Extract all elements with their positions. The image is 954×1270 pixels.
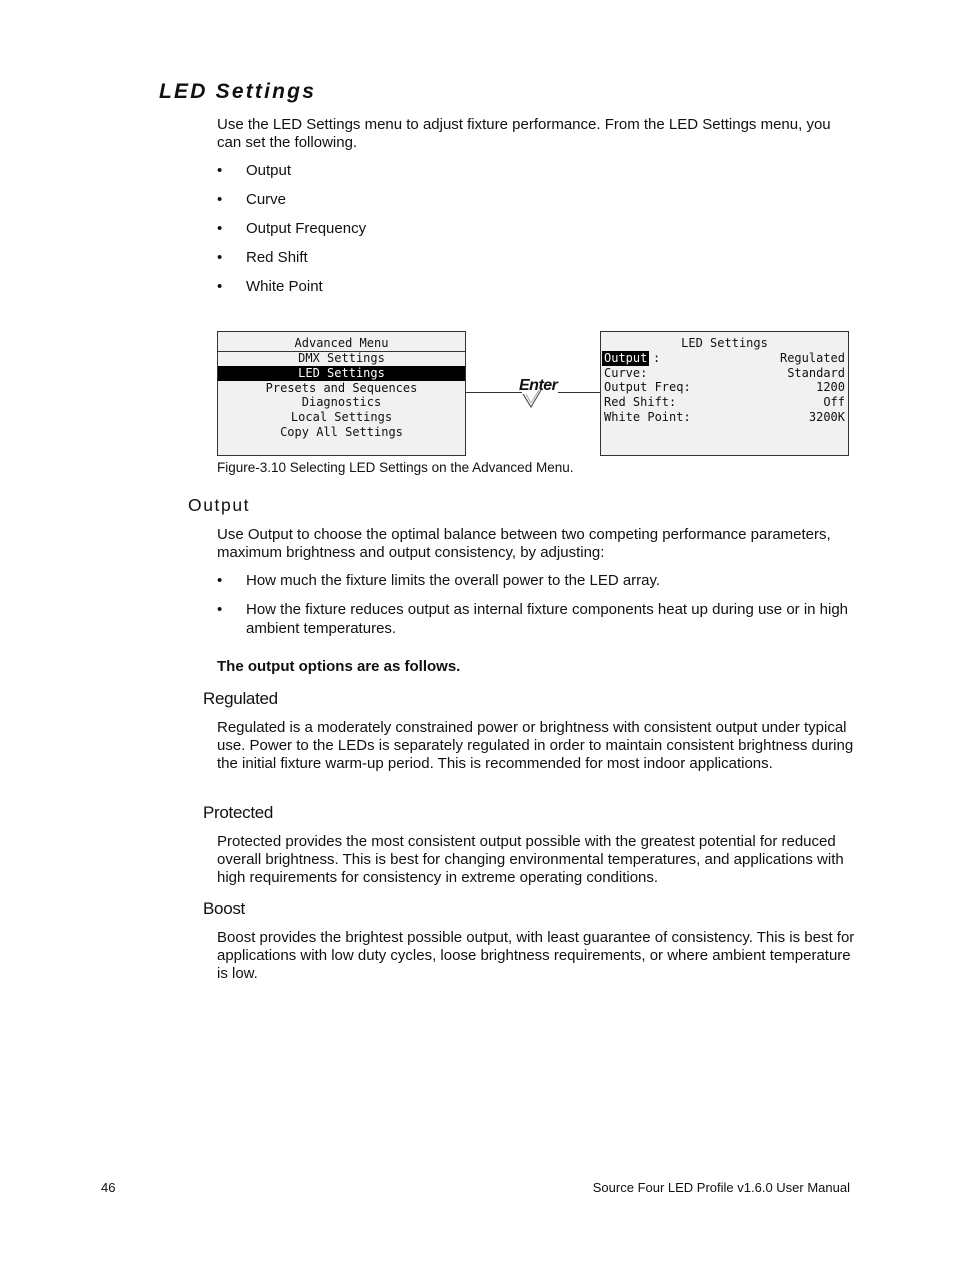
menu-item: Local Settings	[290, 410, 393, 424]
subheading-regulated: Regulated	[203, 689, 278, 708]
subheading-boost: Boost	[203, 899, 245, 918]
checkmark-icon	[521, 388, 543, 410]
menu-item: Diagnostics	[301, 395, 382, 409]
led-settings-display	[600, 331, 849, 456]
menu-title: Advanced Menu	[294, 336, 389, 350]
settings-row	[601, 410, 848, 425]
settings-label: Curve:	[604, 366, 648, 380]
page-number: 46	[101, 1180, 116, 1195]
list-item: • How the fixture reduces output as internal fixture components heat up during use or in high ambient temperatures.	[217, 601, 849, 637]
menu-item: Presets and Sequences	[265, 381, 418, 395]
connector-line	[466, 392, 522, 393]
regulated-paragraph: Regulated is a moderately constrained power or brightness with consistent output under typical use. Power to the LEDs is separately regulated in order to maintain consistent brightness during the initial fixture warm-up period. This is recommended for most indoor applications.	[217, 719, 854, 772]
settings-value: Regulated	[779, 351, 845, 365]
settings-label: White Point:	[604, 410, 691, 424]
figure-caption: Figure-3.10 Selecting LED Settings on the Advanced Menu.	[217, 460, 574, 475]
list-item: • Curve	[217, 191, 287, 208]
protected-paragraph: Protected provides the most consistent output possible with the greatest potential for reduced overall brightness. This is best for changing environmental temperatures, and applications with high requirements for consistency in extreme operating conditions.	[217, 833, 844, 886]
menu-item: Copy All Settings	[280, 425, 403, 439]
settings-value: 3200K	[808, 410, 845, 424]
menu-item-selected: LED Settings	[218, 366, 465, 381]
list-item: • Output Frequency	[217, 220, 367, 237]
settings-row	[601, 380, 848, 395]
section-heading-output: Output	[188, 495, 251, 515]
settings-label: Output Freq:	[604, 380, 691, 394]
output-paragraph: Use Output to choose the optimal balance between two competing performance parameters, maximum brightness and output consistency, by adjusting:	[217, 526, 831, 561]
settings-row	[601, 395, 848, 410]
settings-label-selected: Output	[604, 351, 648, 365]
settings-row	[601, 366, 848, 381]
options-lead: The output options are as follows.	[217, 658, 461, 675]
menu-item: DMX Settings	[298, 351, 385, 365]
enter-key-label: Enter	[519, 377, 558, 394]
advanced-menu-display	[217, 331, 466, 456]
page-title: LED Settings	[159, 80, 317, 103]
settings-label: Red Shift:	[604, 395, 677, 409]
manual-title: Source Four LED Profile v1.6.0 User Manual	[592, 1180, 850, 1195]
list-item: • How much the fixture limits the overall power to the LED array.	[217, 572, 661, 589]
intro-paragraph: Use the LED Settings menu to adjust fixture performance. From the LED Settings menu, you can set the following.	[217, 116, 831, 151]
menu-title: LED Settings	[681, 336, 768, 350]
subheading-protected: Protected	[203, 803, 274, 822]
list-item: • Red Shift	[217, 249, 308, 266]
settings-value: Off	[823, 395, 845, 409]
list-item: • Output	[217, 162, 292, 179]
boost-paragraph: Boost provides the brightest possible output, with least guarantee of consistency. This is best for applications with low duty cycles, loose brightness requirements, or where ambient temperature is low.	[217, 929, 855, 982]
list-item: • White Point	[217, 278, 323, 295]
connector-line	[558, 392, 600, 393]
settings-row	[601, 351, 848, 366]
settings-value: Standard	[787, 366, 845, 380]
settings-colon: :	[653, 351, 661, 365]
settings-value: 1200	[816, 380, 845, 394]
